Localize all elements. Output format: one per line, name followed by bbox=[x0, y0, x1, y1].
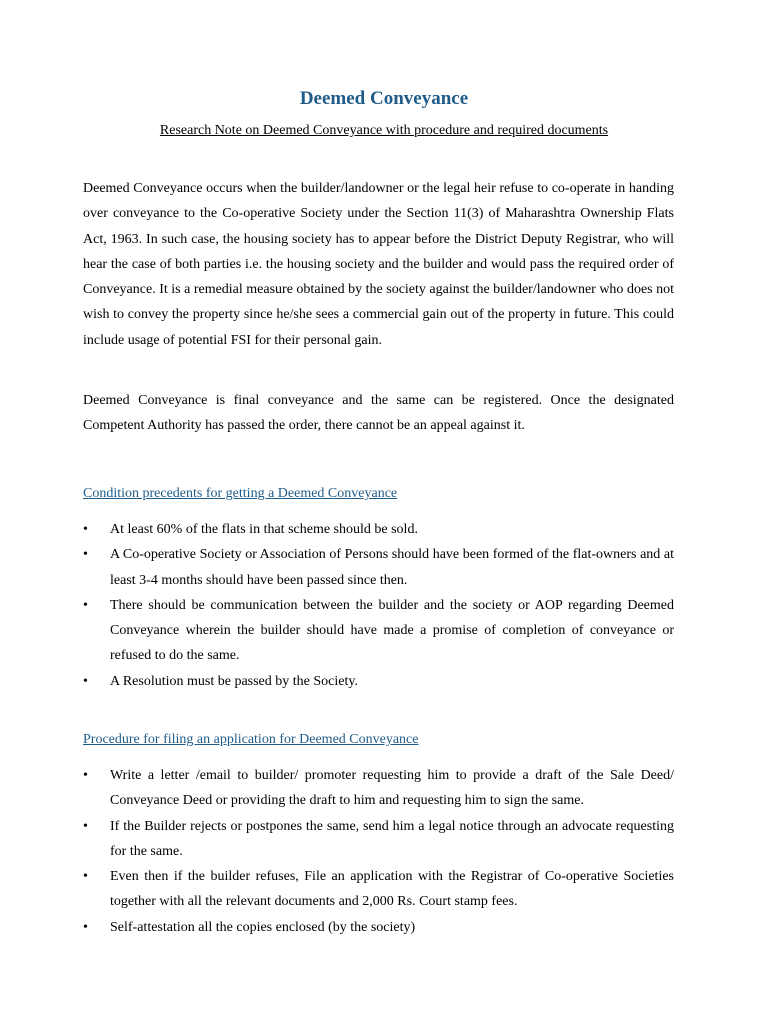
list-item bbox=[83, 542, 674, 593]
list-item-text: At least 60% of the flats in that scheme should be sold. bbox=[110, 522, 418, 537]
list-item bbox=[83, 915, 674, 940]
list-item-text: Write a letter /email to builder/ promoter requesting him to provide a draft of the Sale Deed/ Conveyance Deed or providing the draft to him and requesting him to sign the same. bbox=[110, 768, 674, 809]
bullet-icon: • bbox=[83, 522, 88, 537]
list-item bbox=[83, 864, 674, 915]
list-item bbox=[83, 517, 674, 542]
list-item-text: A Co-operative Society or Association of Persons should have been formed of the flat-owners and at least 3-4 months should have been passed since then. bbox=[110, 547, 674, 588]
intro-paragraph: Deemed Conveyance occurs when the builder/landowner or the legal heir refuse to co-operate in handing over conveyance to the Co-operative Society under the Section 11(3) of Maharashtra Ownership Flats Act, 1963. In such case, the housing society has to appear before the District Deputy Registrar, who will hear the case of both parties i.e. the housing society and the builder and would pass the required order of Conveyance. It is a remedial measure obtained by the society against the builder/landowner who does not wish to convey the property since he/she sees a commercial gain out of the property in future. This could include usage of potential FSI for their personal gain. bbox=[83, 181, 674, 348]
list-item bbox=[83, 593, 674, 669]
final-conveyance-paragraph: Deemed Conveyance is final conveyance and the same can be registered. Once the designated Competent Authority has passed the order, there cannot be an appeal against it. bbox=[83, 393, 674, 434]
procedure-list bbox=[83, 763, 674, 940]
list-item bbox=[83, 763, 674, 814]
bullet-icon: • bbox=[83, 818, 88, 834]
list-item-text: A Resolution must be passed by the Society. bbox=[110, 673, 358, 689]
list-item-text: There should be communication between the builder and the society or AOP regarding Deemed Conveyance wherein the builder should have made a promise of completion of conveyance or refused to do the same. bbox=[110, 597, 674, 664]
list-item bbox=[83, 669, 674, 694]
list-item-text: If the Builder rejects or postpones the same, send him a legal notice through an advocate requesting for the same. bbox=[110, 818, 674, 859]
list-item-text: Self-attestation all the copies enclosed (by the society) bbox=[110, 919, 416, 935]
bullet-icon: • bbox=[83, 768, 88, 783]
conditions-list bbox=[83, 517, 674, 694]
bullet-icon: • bbox=[83, 919, 88, 935]
list-item-text: Even then if the builder refuses, File an application with the Registrar of Co-operative Societies together with all the relevant documents and 2,000 Rs. Court stamp fees. bbox=[110, 869, 674, 910]
page-subtitle: Research Note on Deemed Conveyance with procedure and required documents bbox=[159, 123, 609, 138]
bullet-icon: • bbox=[83, 597, 88, 613]
section-heading-conditions: Condition precedents for getting a Deemed Conveyance bbox=[83, 486, 398, 501]
list-item bbox=[83, 814, 674, 865]
section-heading-procedure: Procedure for filing an application for Deemed Conveyance bbox=[83, 732, 419, 747]
bullet-icon: • bbox=[83, 673, 88, 689]
bullet-icon: • bbox=[83, 869, 88, 885]
bullet-icon: • bbox=[83, 547, 88, 563]
page-title: Deemed Conveyance bbox=[299, 88, 469, 109]
